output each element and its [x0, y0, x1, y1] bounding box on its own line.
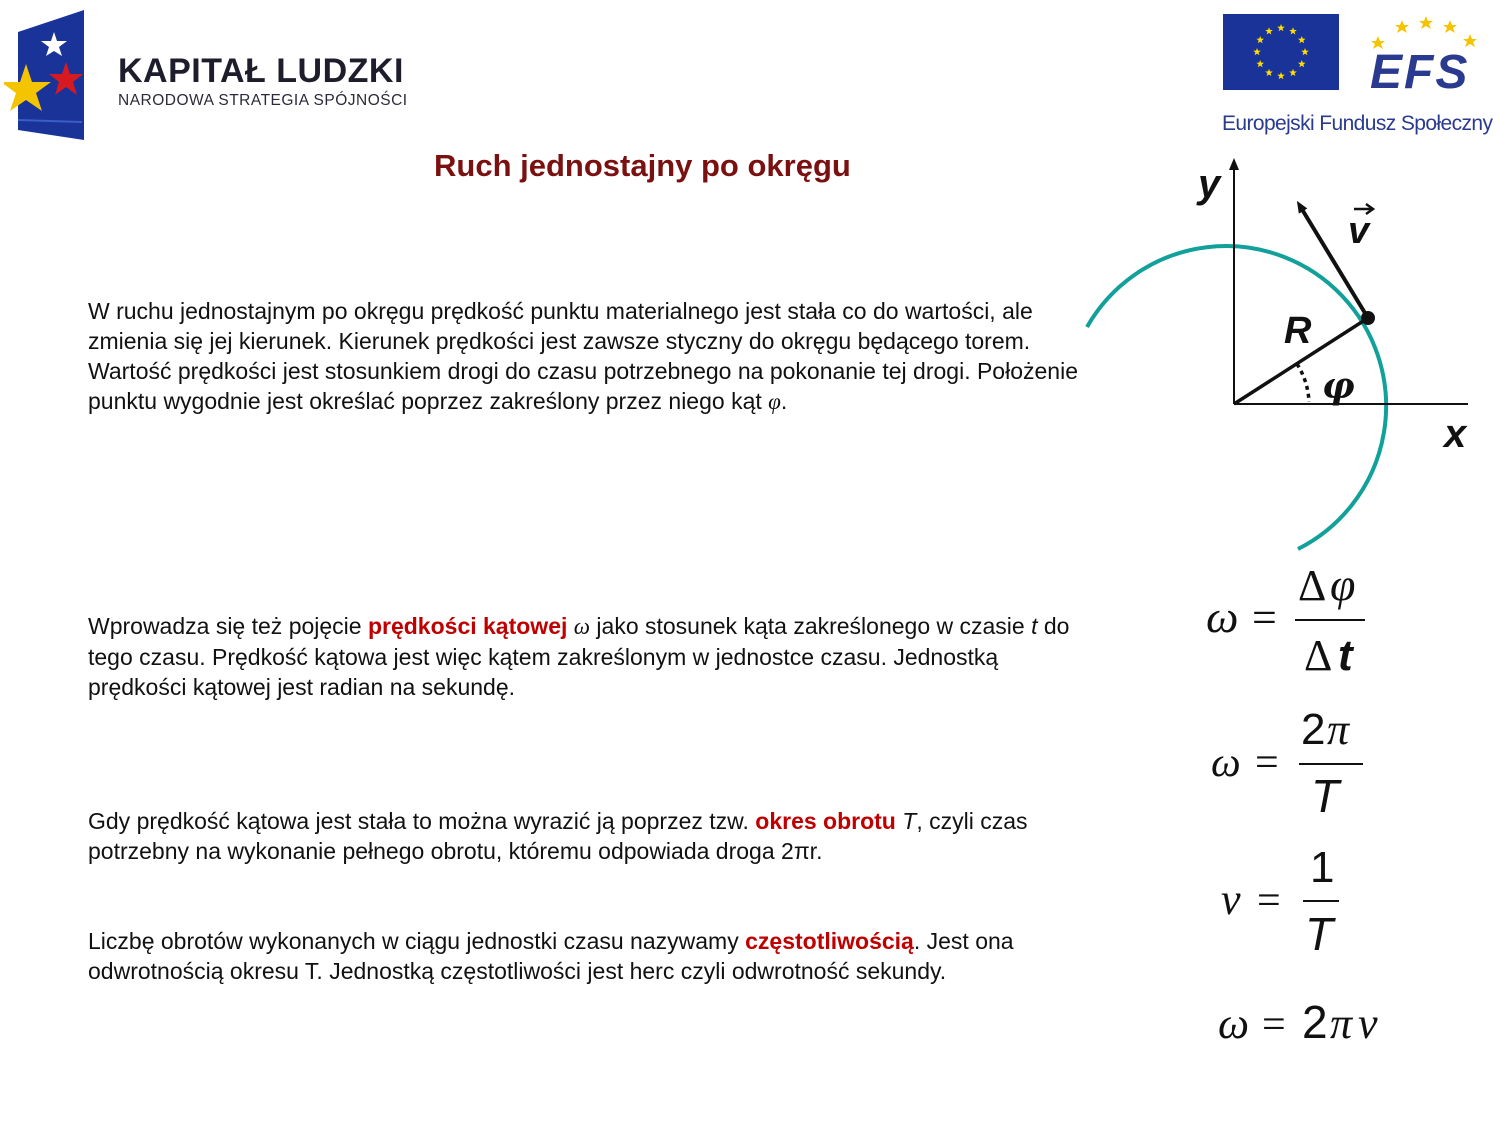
omega-symbol: ω — [573, 614, 591, 639]
formula-1-num-phi: φ — [1330, 560, 1356, 610]
period-symbol: T — [902, 808, 917, 834]
term-angular-velocity: prędkości kątowej — [367, 613, 568, 639]
formula-1-eq: = — [1252, 593, 1277, 642]
term-frequency: częstotliwością — [745, 928, 914, 954]
formula-4-nu: ν — [1358, 999, 1378, 1048]
formula-omega-delta — [1200, 560, 1380, 685]
formula-4-lhs: ω — [1218, 999, 1250, 1048]
kapital-ludzki-logo-text — [118, 52, 408, 110]
radius-label: R — [1284, 310, 1312, 352]
paragraph-uniform-circular-motion — [88, 296, 1088, 417]
formula-omega-frequency — [1212, 992, 1402, 1052]
circular-motion-diagram — [1080, 145, 1480, 560]
formula-3-num: 1 — [1310, 843, 1335, 892]
paragraph-period — [88, 806, 1088, 866]
formula-2-eq: = — [1255, 740, 1279, 786]
paragraph-3-post: , czyli czas potrzebny na wykonanie pełnego obrotu, któremu odpowiada droga 2πr. — [88, 808, 1028, 864]
phi-symbol: φ — [768, 389, 781, 414]
paragraph-3-pre: Gdy prędkość kątowa jest stała to można wyrazić ją poprzez tzw. — [88, 808, 756, 834]
formula-1-num-delta: Δ — [1298, 561, 1327, 610]
time-symbol: t — [1031, 613, 1038, 639]
efs-label: EFS — [1370, 46, 1470, 94]
formula-4-pi: π — [1330, 999, 1353, 1048]
formula-1-den-t: t — [1338, 631, 1353, 680]
paragraph-2-mid: jako stosunek kąta zakreślonego w czasie — [590, 613, 1032, 639]
term-period: okres obrotu — [755, 808, 896, 834]
formula-2-num-digit: 2 — [1301, 705, 1326, 754]
formula-3-den: T — [1305, 908, 1334, 960]
angle-arc — [1297, 364, 1309, 402]
formula-2-den: T — [1311, 770, 1340, 820]
x-axis-label: x — [1444, 412, 1467, 456]
formula-4-eq: = — [1262, 1002, 1286, 1048]
kapital-ludzki-subtitle: NARODOWA STRATEGIA SPÓJNOŚCI — [118, 92, 408, 109]
formula-2-num-pi: π — [1327, 705, 1350, 754]
kapital-ludzki-title: KAPITAŁ LUDZKI — [118, 52, 404, 90]
formula-4-digit: 2 — [1302, 996, 1328, 1048]
formula-3-lhs: ν — [1221, 875, 1241, 924]
paragraph-4-post: . Jest ona odwrotnością okresu T. Jednostką częstotliwości jest herc czyli odwrotność sekundy. — [88, 928, 1014, 984]
paragraph-1-end: . — [780, 388, 788, 414]
paragraph-4-pre: Liczbę obrotów wykonanych w ciągu jednostki czasu nazywamy — [88, 928, 746, 954]
velocity-label: v — [1348, 210, 1370, 252]
paragraph-1-text: W ruchu jednostajnym po okręgu prędkość punktu materialnego jest stała co do wartości, ale zmienia się jej kierunek. Kierunek prędkości jest zawsze styczny do okręgu będącego torem. Wartość prędkości jest stosunkiem drogi do czasu potrzebnego na pokonanie tej drogi. Położenie punktu wygodnie jest określać poprzez zakreślony przez niego kąt — [88, 298, 1078, 414]
eu-flag — [1223, 14, 1339, 90]
angle-label: φ — [1322, 365, 1355, 407]
paragraph-angular-velocity — [88, 611, 1088, 702]
formula-omega-period — [1205, 700, 1375, 820]
kapital-ludzki-emblem — [4, 10, 86, 142]
formula-1-den-delta: Δ — [1304, 631, 1333, 680]
efs-logo — [1362, 12, 1482, 94]
formula-2-lhs: ω — [1211, 740, 1241, 786]
paragraph-2-post: do tego czasu. Prędkość kątowa jest więc kątem zakreślonym w jednostce czasu. Jednostką prędkości kątowej jest radian na sekundę. — [88, 613, 1070, 700]
y-axis-label: y — [1198, 162, 1221, 206]
slide-title: Ruch jednostajny po okręgu — [434, 148, 851, 183]
formula-frequency — [1215, 840, 1355, 960]
paragraph-frequency — [88, 926, 1088, 986]
formula-1-lhs: ω — [1206, 591, 1239, 642]
material-point — [1361, 311, 1375, 325]
formula-3-eq: = — [1257, 878, 1281, 924]
paragraph-2-pre: Wprowadza się też pojęcie — [88, 613, 368, 639]
efs-caption: Europejski Fundusz Społeczny — [1222, 112, 1493, 135]
efs-stars-icon — [1371, 16, 1477, 49]
